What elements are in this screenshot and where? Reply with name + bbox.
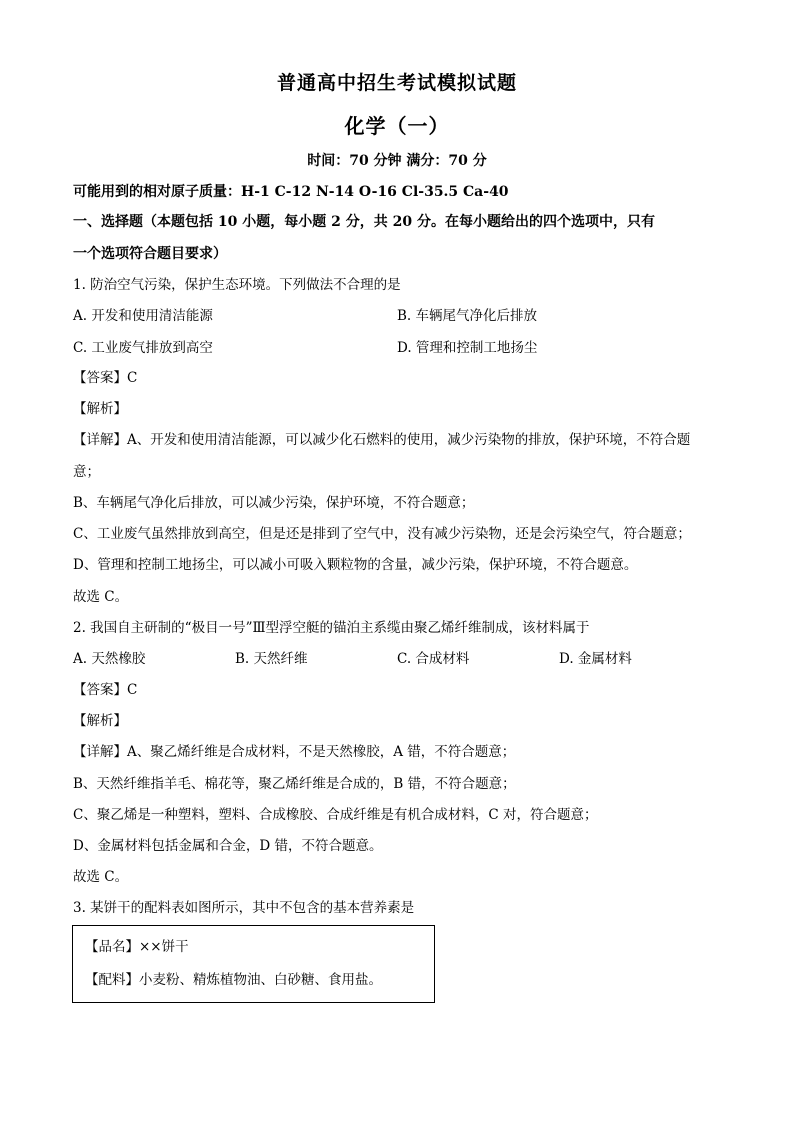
q2-detail-c: C、聚乙烯是一种塑料，塑料、合成橡胶、合成纤维是有机合成材料，C 对，符合题意； — [73, 807, 598, 823]
time-info: 时间：70 分钟 满分：70 分 — [307, 153, 487, 169]
q1-conclusion: 故选 C。 — [73, 589, 129, 605]
q2-option-c: C. 合成材料 — [397, 651, 470, 667]
section-heading-line1: 一、选择题（本题包括 10 小题，每小题 2 分，共 20 分。在每小题给出的四个选项中，只有 — [73, 214, 655, 230]
q2-answer: 【答案】C — [73, 682, 138, 698]
q3-stem: 3. 某饼干的配料表如图所示，其中不包含的基本营养素是 — [73, 900, 415, 916]
q2-analysis-label: 【解析】 — [73, 713, 127, 729]
section-heading-line2: 一个选项符合题目要求） — [73, 246, 227, 262]
q2-detail-b: B、天然纤维指羊毛、棉花等，聚乙烯纤维是合成的，B 错，不符合题意； — [73, 776, 516, 792]
q1-option-d: D. 管理和控制工地扬尘 — [397, 340, 538, 356]
q2-stem: 2. 我国自主研制的“极目一号”Ⅲ型浮空艇的锚泊主系缆由聚乙烯纤维制成，该材料属于 — [73, 620, 590, 636]
q2-option-d: D. 金属材料 — [559, 651, 632, 667]
exam-title: 普通高中招生考试模拟试题 — [276, 72, 517, 94]
q2-detail-d: D、金属材料包括金属和合金，D 错，不符合题意。 — [73, 838, 383, 854]
q2-option-b: B. 天然纤维 — [235, 651, 308, 667]
subject-title: 化学（一） — [344, 114, 450, 138]
q1-option-c: C. 工业废气排放到高空 — [73, 340, 213, 356]
q1-answer: 【答案】C — [73, 370, 138, 386]
q1-detail-line2: 意； — [73, 464, 100, 480]
ingredients-line: 【配料】小麦粉、精炼植物油、白砂糖、食用盐。 — [85, 972, 382, 988]
atomic-masses: 可能用到的相对原子质量：H-1 C-12 N-14 O-16 Cl-35.5 Ca-40 — [73, 184, 509, 200]
q2-option-a: A. 天然橡胶 — [73, 651, 146, 667]
q1-detail-c: C、工业废气虽然排放到高空，但是还是排到了空气中，没有减少污染物，还是会污染空气，符合题意； — [73, 526, 691, 542]
q1-detail-line1: 【详解】A、开发和使用清洁能源，可以减少化石燃料的使用，减少污染物的排放，保护环境，不符合题 — [73, 432, 691, 448]
q1-stem: 1. 防治空气污染，保护生态环境。下列做法不合理的是 — [73, 277, 401, 293]
q1-detail-b: B、车辆尾气净化后排放，可以减少污染，保护环境，不符合题意； — [73, 495, 475, 511]
q1-option-b: B. 车辆尾气净化后排放 — [397, 308, 538, 324]
product-name-line: 【品名】××饼干 — [85, 939, 189, 955]
q2-conclusion: 故选 C。 — [73, 869, 129, 885]
ingredient-label-box — [72, 925, 435, 1003]
q1-option-a: A. 开发和使用清洁能源 — [73, 308, 213, 324]
q1-detail-d: D、管理和控制工地扬尘，可以减小可吸入颗粒物的含量，减少污染，保护环境，不符合题意。 — [73, 557, 638, 573]
q1-analysis-label: 【解析】 — [73, 401, 127, 417]
q2-detail-a: 【详解】A、聚乙烯纤维是合成材料，不是天然橡胶，A 错，不符合题意； — [73, 744, 516, 760]
